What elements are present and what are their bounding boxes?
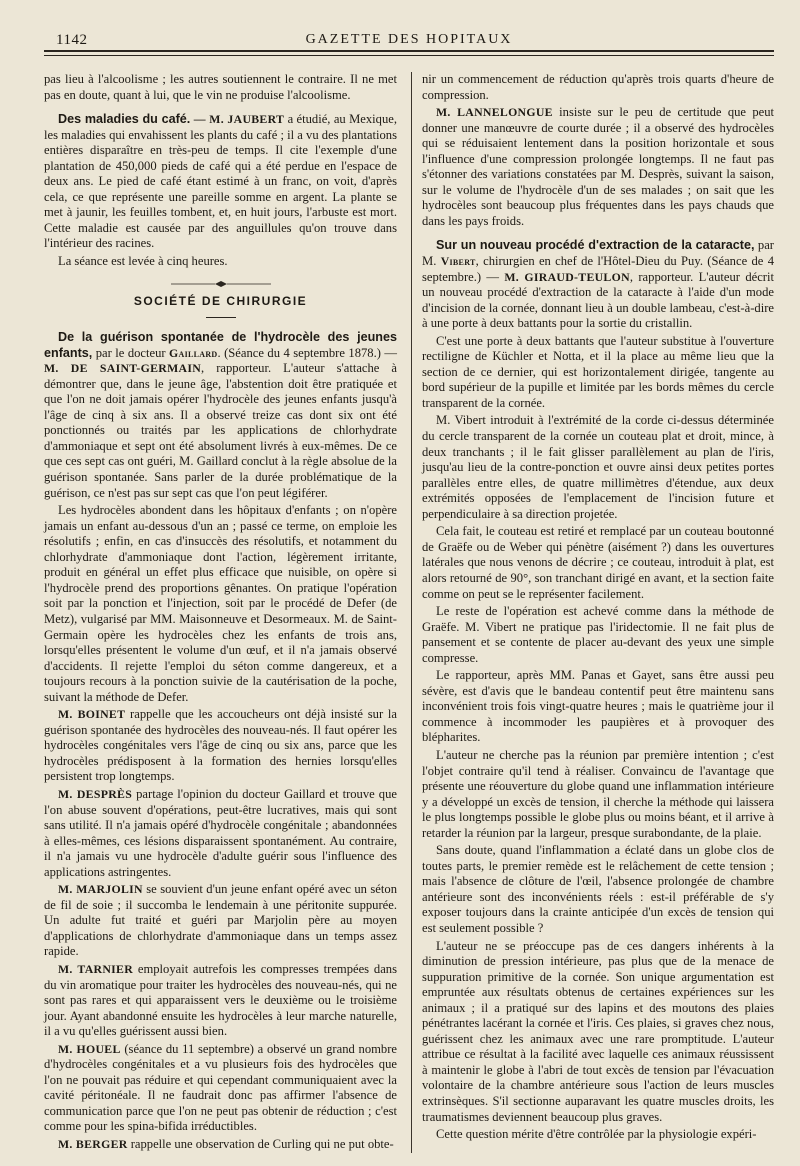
paragraph: Sans doute, quand l'inflammation a éclaté dans un globe clos de toutes parts, le premier remède est le relâchement de cette tension ; mais l'absence de clôture de l'œil, l'absence prolongée de chambre antérieure sont des inconvénients réels : est-il préférable de s'y exposer toujours dans la crainte anticipée d'un excès de tension qui est seulement possible ? bbox=[422, 843, 774, 935]
paragraph: M. Vibert introduit à l'extrémité de la corde ci-dessus déterminée du cercle transparent de la cornée un couteau plat et droit, mince, à deux tranchants ; il le fait glisser parallèlement au plan de l'iris, jusqu'au lieu de la contre-ponction et ouvre ainsi deux petites portes parallèles entre elles, de quatre millimètres d'étendue, aux deux extrémités opposées de l'emplacement de l'incision future et perpendiculaire à sa direction projetée. bbox=[422, 413, 774, 521]
paragraph-text: partage l'opinion du docteur Gaillard et trouve que l'on abuse souvent d'opérations, peut-être lucratives, mais qui sont sans utilité. Il n'a jamais opéré d'hydrocèle congénitale ; abandonnées à elles-mêmes, ces lésions disparaissent spontanément. Au contraire, il n'a jamais vu une hydrocèle d'adulte guérir sous l'influence des applications astringentes. bbox=[44, 786, 397, 879]
paragraph: Le rapporteur, après MM. Panas et Gayet, sans être aussi peu sévère, est d'avis que le bandeau contentif peut être maintenu sans inconvénient trois fois vingt-quatre heures ; mais le quatrième jour il commence à incommoder les paupières et à provoquer des blépharites. bbox=[422, 668, 774, 745]
section-heading-block bbox=[44, 280, 397, 319]
paragraph-text: , rapporteur. L'auteur décrit un nouveau procédé d'extraction de la cataracte à l'aide d'un mode d'incision de la cornée, donnant lieu à un double lambeau, c'est-à-dire à une porte à deux battants pour la sortie du cristallin. bbox=[422, 269, 774, 331]
speaker-name: M. DE SAINT-GERMAIN bbox=[44, 361, 202, 376]
paragraph bbox=[422, 238, 774, 331]
paragraph-text: (séance du 11 septembre) a observé un grand nombre d'hydrocèles congénitales et a vu plusieurs fois des hydrocèles que l'on ne pouvait pas réduire et qui cependant communiquaient avec la cavité péritonéale. Il ne faudrait donc pas affirmer l'absence de communication parce que l'on ne peut pas obtenir de réduction ; c'est comme pour les spina-bifida irréductibles. bbox=[44, 1041, 398, 1134]
speaker-name: M. GIRAUD-TEULON bbox=[504, 269, 630, 284]
paragraph-text: a étudié, au Mexique, les maladies qui envahissent les plants du café ; il a vu des plantations entières disparaître en très-peu de temps. Il cite l'exemple d'une plantation de 450,000 pieds de café qui a été perdue en l'espace de deux ans. Le pied de café étant estimé à un franc, on voit, d'après cela, ce que représente une pareille somme en argent. La plante se met à jaunir, les feuilles tombent, et, en huit jours, l'arbuste est mort. Cette maladie est causée par des anguillules qu'on trouve dans l'intérieur des racines. bbox=[44, 112, 398, 251]
paragraph bbox=[422, 105, 774, 229]
paragraph: Cela fait, le couteau est retiré et remplacé par un couteau boutonné de Graëfe ou de Weber qui pénètre (aisément ?) dans les ouvertures latérales que nous venons de décrire ; ce couteau, introduit à plat, est alors retourné de 90°, son tranchant dirigé en avant, et la section faite comme on peut se le représenter facilement. bbox=[422, 524, 774, 601]
section-divider-ornament bbox=[171, 280, 271, 288]
author-name: Gaillard bbox=[169, 345, 218, 360]
two-column-body bbox=[44, 72, 774, 1153]
paragraph: Cette question mérite d'être contrôlée par la physiologie expéri- bbox=[436, 1127, 757, 1142]
paragraph-text: rappelle que les accoucheurs ont déjà insisté sur la guérison spontanée des hydrocèles des nouveau-nés. Il faut opérer les hydrocèles congénitales vers l'âge de cinq ou six ans, parce que les hydrocèles prédisposent à la formation des hernies lorsqu'elles persistent trop longtemps. bbox=[44, 707, 398, 784]
speaker-name: M. TARNIER bbox=[58, 961, 134, 976]
paragraph bbox=[44, 330, 397, 501]
paragraph bbox=[44, 1042, 397, 1135]
paragraph: pas lieu à l'alcoolisme ; les autres soutiennent le contraire. Il ne met pas en doute, quant à lui, que le vin ne produise l'alcoolisme. bbox=[44, 72, 397, 102]
paragraph-text: employait autrefois les compresses trempées dans du vin aromatique pour traiter les hydrocèles des nouveau-nés, qui ne sont pas rares et qui apparaissent vers le deuxième ou le troisième jour. Ayant abandonné ensuite les hydrocèles à leur marche naturelle, il a vu qu'elles guérissent aussi bien. bbox=[44, 961, 397, 1039]
paragraph: C'est une porte à deux battants que l'auteur substitue à l'ouverture rectiligne de Küchler et Notta, et il la place au même lieu que la section de ce dernier, qui est horizontalement dirigée, tangente au bord supérieur de la pupille et limitée par les bords mêmes du cercle transparent de la cornée. bbox=[422, 333, 774, 410]
paragraph-text: se souvient d'un jeune enfant opéré avec un séton de fil de soie ; il succomba le lendemain à une péritonite suppurée. Un adulte fut traité et guéri par Marjolin père au moyen d'applications de chlorhydrate d'ammoniaque dans un temps assez rapide. bbox=[44, 882, 397, 959]
paragraph: L'auteur ne cherche pas la réunion par première intention ; c'est l'objet contraire qu'il tend à réaliser. Convaincu de l'avantage que présente une réouverture du globe quand une inflammation intérieure y a développé un excès de tension, il cherche la méthode qui laissera le plus longtemps possible le globe plus ou moins béant, et il arrive à retarder la réunion par la largeur, presque surabondante, de la plaie. bbox=[422, 747, 774, 840]
paragraph bbox=[44, 882, 397, 960]
journal-title: GAZETTE DES HOPITAUX bbox=[305, 32, 513, 47]
paragraph: Les hydrocèles abondent dans les hôpitaux d'enfants ; on n'opère jamais un enfant au-dessous d'un an ; passé ce terme, on emploie les résolutifs ; enfin, en cas d'insuccès des résolutifs, et notamment du chlorhydrate d'ammoniaque dont l'action, légèrement irritante, produit en général un effet plus efficace que nuisible, on opère si l'hydrocèle prend des proportions gênantes. On pratique l'opération soit par la ponction et l'injection, soit par le procédé de Defer (de Metz), vulgarisé par MM. Maisonneuve et Desormeaux. M. de Saint-Germain opère les hydrocèles chez les enfants de trois ans, lorsqu'elles présentent le volume d'un œuf, et il n'a jamais observé d'accidents. Il rejette l'emploi du séton comme dangereux, et a toujours recours à la ponction suivie de la cautérisation de la poche, suivant la méthode de Defer. bbox=[44, 503, 397, 704]
paragraph-text: , chirurgien en chef de l'Hôtel-Dieu du Puy. (Séance de 4 septembre.) — bbox=[422, 254, 774, 284]
run-in-heading: Sur un nouveau procédé d'extraction de la cataracte, bbox=[436, 238, 755, 253]
speaker-name: M. DESPRÈS bbox=[58, 786, 133, 801]
speaker-name: M. HOUEL bbox=[58, 1041, 121, 1056]
paragraph bbox=[44, 962, 397, 1040]
speaker-name: M. MARJOLIN bbox=[58, 882, 143, 897]
paragraph-text: , rapporteur. L'auteur s'attache à démontrer que, dans le jeune âge, l'abstention doit être pratiquée et que l'on ne doit jamais opérer l'hydrocèle des jeunes enfants jusqu'à l'âge de cinq à six ans. Il a observé treize cas dont six ont été ponctionnés ou traités par les applications de chlorhydrate d'ammoniaque et sept ont été absolument livrés à eux-mêmes. De ce que ces sept cas ont guéri, M. Gaillard conclut à la règle absolue de la guérison spontanée. Sans parler de la durée problématique de la guérison, ce n'est pas sur sept cas que l'on peut légiférer. bbox=[44, 361, 397, 500]
paragraph-text: rappelle une observation de Curling qui ne put obte- bbox=[127, 1137, 394, 1151]
paragraph bbox=[44, 1137, 397, 1153]
speaker-name: M. BOINET bbox=[58, 707, 126, 722]
page-number: 1142 bbox=[56, 32, 88, 48]
header-double-rule bbox=[44, 55, 774, 56]
speaker-name: M. LANNELONGUE bbox=[436, 105, 553, 120]
run-in-heading: De la guérison spontanée de l'hydrocèle des jeunes enfants, bbox=[44, 330, 397, 360]
paragraph: L'auteur ne se préoccupe pas de ces dangers inhérents à la diminution de pression intérieure, pas plus que de la menace de suppuration primitive de la cornée. Son unique argumentation est empruntée aux résultats obtenus de certaines expériences sur les animaux ; il a pratiqué sur des lapins et des moutons des plaies pénétrantes lacérant la cornée et l'iris. Ces plaies, si graves chez nous, guérissent chez les animaux avec une rare promptitude. L'auteur attribue ce résultat à la facilité avec laquelle ces animaux réussissent à maintenir le globe à l'abri de tout excès de tension par l'évacuation volontaire de la chambre antérieure sous l'action de leurs muscles extrinsèques. S'il sectionne auparavant les quatre muscles droits, les traumatismes deviennent beaucoup plus graves. bbox=[422, 938, 774, 1124]
page-header bbox=[44, 28, 774, 52]
speaker-name: M. BERGER bbox=[58, 1137, 128, 1151]
left-column bbox=[44, 72, 397, 1153]
paragraph bbox=[44, 112, 397, 252]
paragraph bbox=[44, 787, 397, 880]
paragraph-text: par M. bbox=[422, 238, 774, 269]
paragraph-text: . (Séance du 4 septembre 1878.) — bbox=[217, 345, 397, 360]
paragraph: Le reste de l'opération est achevé comme dans la méthode de Graëfe. M. Vibert ne pratique pas l'iridectomie. Il ne fait plus de pansement et se contente de placer au-devant des yeux une simple compresse. bbox=[422, 604, 774, 665]
paragraph: nir un commencement de réduction qu'après trois quarts d'heure de compression. bbox=[422, 72, 774, 102]
speaker-name: — M. JAUBERT bbox=[193, 112, 285, 127]
section-rule bbox=[206, 317, 236, 318]
section-title: SOCIÉTÉ DE CHIRURGIE bbox=[133, 293, 308, 308]
paragraph-text: par le docteur bbox=[92, 345, 170, 360]
run-in-heading: Des maladies du café. bbox=[58, 112, 191, 127]
paragraph: La séance est levée à cinq heures. bbox=[58, 254, 228, 269]
paragraph bbox=[44, 707, 397, 785]
paragraph-text: insiste sur le peu de certitude que peut donner une manœuvre de courte durée ; il a observé des hydrocèles qui se réduisaient lentement dans la position horizontale et sous l'influence d'une compression prolongée longtemps. Il ne faut pas s'étonner des variations constatées par M. Desprès, suivant la saison, sur le volume de l'hydrocèle d'un de ses malades ; on sait que les hydrocèles sont beaucoup plus fréquentes dans les pays chauds que dans les pays froids. bbox=[422, 105, 775, 228]
author-name: Vibert bbox=[440, 254, 476, 269]
right-column bbox=[411, 72, 774, 1153]
